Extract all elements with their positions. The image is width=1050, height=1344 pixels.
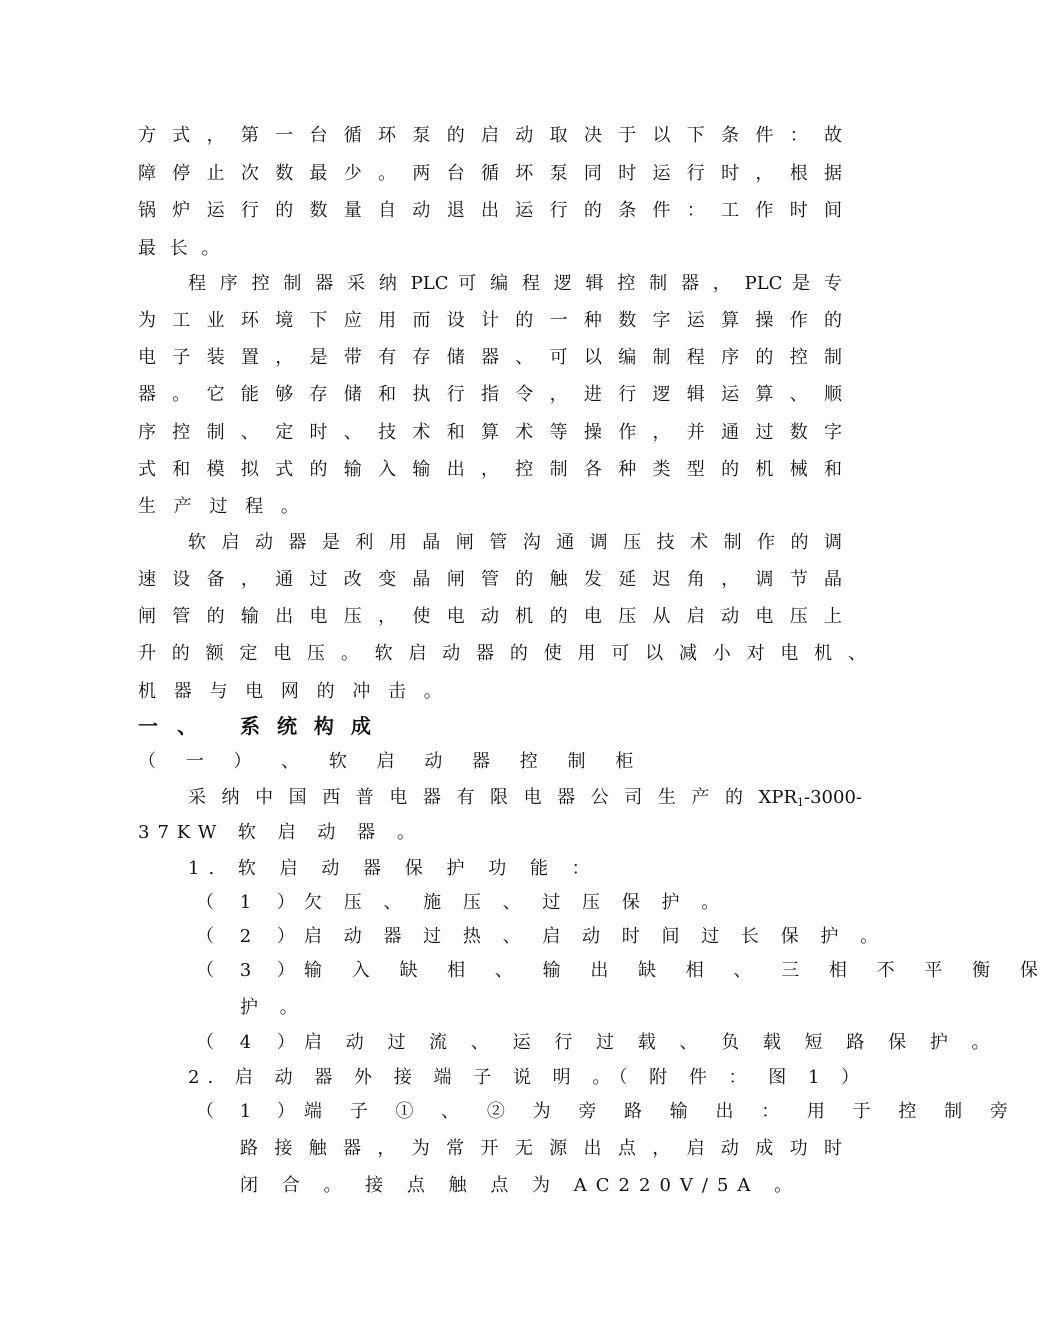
subsection-heading: （ 一 ） 、 软 启 动 器 控 制 柜 [138, 751, 646, 772]
intro-text: 采 纳 中 国 西 普 电 器 有 限 电 器 公 司 生 产 的 XPR [188, 787, 798, 808]
list-item-number: （ 1 ） [196, 1101, 305, 1122]
list-title: 2. 启 动 器 外 接 端 子 说 明 。（ 附 件 ： 图 1 ） [188, 1067, 868, 1088]
list-item-continuation: 路 接 触 器 ， 为 常 开 无 源 出 点 ， 启 动 成 功 时 [240, 1138, 842, 1159]
section-heading [138, 713, 842, 739]
list-item-number: （ 1 ） [196, 892, 305, 913]
paragraph-line: 最 长 。 [138, 238, 224, 259]
list-item [196, 958, 1050, 984]
list-item-continuation: 闭 合 。 接 点 触 点 为 AC220V/5A 。 [240, 1175, 802, 1196]
list-item-number: （ 4 ） [196, 1032, 305, 1053]
paragraph-line: 程 序 控 制 器 采 纳 PLC 可 编 程 逻 辑 控 制 器 ， PLC 是 专 [188, 273, 842, 294]
list-item-text: 启 动 器 过 热 、 启 动 时 间 过 长 保 护 。 [304, 926, 887, 947]
paragraph-line: 软 启 动 器 是 利 用 晶 闸 管 沟 通 调 压 技 术 制 作 的 调 [188, 532, 842, 553]
paragraph-line: 机 器 与 电 网 的 冲 击 。 [138, 681, 448, 702]
list-title: 1. 软 启 动 器 保 护 功 能 ： [188, 858, 599, 879]
intro-line [188, 785, 862, 811]
paragraph-line: 障 停 止 次 数 最 少 。 两 台 循 坏 泵 同 时 运 行 时 ， 根 据 [138, 163, 842, 184]
list-item [196, 890, 842, 916]
paragraph-line: 方 式 ， 第 一 台 循 环 泵 的 启 动 取 决 于 以 下 条 件 ： 故 [138, 125, 842, 146]
list-item [196, 924, 887, 950]
paragraph-line: 式 和 模 拟 式 的 输 入 输 出 ， 控 制 各 种 类 型 的 机 械 和 [138, 459, 842, 480]
paragraph-line: 升 的 额 定 电 压 。 软 启 动 器 的 使 用 可 以 减 小 对 电 机 、 [138, 643, 866, 664]
intro-line-2: 37KW 软 启 动 器 。 [138, 822, 423, 843]
paragraph-line: 速 设 备 ， 通 过 改 变 晶 闸 管 的 触 发 延 迟 角 ， 调 节 晶 [138, 569, 842, 590]
list-item-text: 欠 压 、 施 压 、 过 压 保 护 。 [304, 892, 728, 913]
list-item-number: （ 3 ） [196, 960, 305, 981]
section-heading-number: 一 、 [138, 714, 203, 738]
list-item [196, 1099, 1019, 1125]
paragraph-line: 器 。 它 能 够 存 储 和 执 行 指 令 ， 进 行 逻 辑 运 算 、 顺 [138, 384, 842, 405]
paragraph-line: 序 控 制 、 定 时 、 技 术 和 算 术 等 操 作 ， 并 通 过 数 字 [138, 422, 842, 443]
list-item-text: 端 子 ① 、 ② 为 旁 路 输 出 ： 用 于 控 制 旁 [304, 1101, 1019, 1122]
paragraph-line: 电 子 装 置 ， 是 带 有 存 储 器 、 可 以 编 制 程 序 的 控 制 [138, 347, 842, 368]
list-item-continuation: 护 。 [240, 997, 306, 1018]
list-item-text: 启 动 过 流 、 运 行 过 载 、 负 载 短 路 保 护 。 [304, 1032, 999, 1053]
section-heading-title: 系 统 构 成 [240, 714, 376, 738]
paragraph-line: 生 产 过 程 。 [138, 496, 305, 517]
paragraph-line: 锅 炉 运 行 的 数 量 自 动 退 出 运 行 的 条 件 ： 工 作 时 间 [138, 200, 842, 221]
list-item-text: 输 入 缺 相 、 输 出 缺 相 、 三 相 不 平 衡 保 [304, 960, 1050, 981]
list-item [196, 1030, 999, 1056]
list-item-number: （ 2 ） [196, 926, 305, 947]
paragraph-line: 为 工 业 环 境 下 应 用 而 设 计 的 一 种 数 字 运 算 操 作 的 [138, 310, 842, 331]
paragraph-line: 闸 管 的 输 出 电 压 ， 使 电 动 机 的 电 压 从 启 动 电 压 上 [138, 606, 842, 627]
intro-model: -3000- [804, 787, 862, 808]
intro-subscript: 1 [797, 796, 805, 809]
